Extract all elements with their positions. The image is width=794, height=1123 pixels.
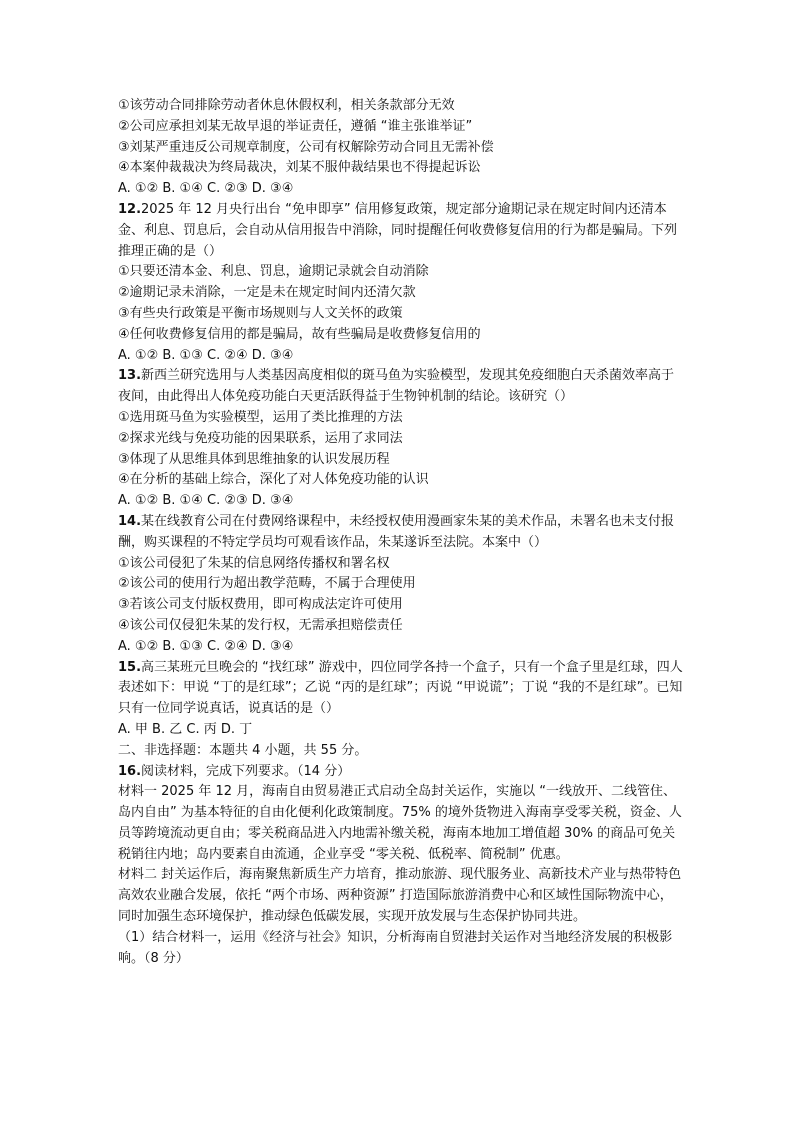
question-16 — [118, 762, 684, 970]
q12-option-1: ①只要还清本金、利息、罚息，逾期记录就会自动消除 — [118, 264, 429, 280]
q11-option-4: ④本案仲裁裁决为终局裁决，刘某不服仲裁结果也不得提起诉讼 — [118, 160, 481, 176]
q12-option-2: ②逾期记录未消除，一定是未在规定时间内还清欠款 — [118, 285, 416, 301]
q13-answer-choices: A. ①② B. ①④ C. ②③ D. ③④ — [118, 493, 294, 509]
question-12 — [118, 200, 684, 366]
q14-option-2: ②该公司的使用行为超出教学范畴，不属于合理使用 — [118, 576, 416, 592]
q13-option-4: ④在分析的基础上综合，深化了对人体免疫功能的认识 — [118, 472, 429, 488]
q12-answer-choices: A. ①② B. ①③ C. ②④ D. ③④ — [118, 347, 294, 363]
q14-option-1: ①该公司侵犯了朱某的信息网络传播权和署名权 — [118, 555, 390, 571]
q14-stem: 某在线教育公司在付费网络课程中，未经授权使用漫画家朱某的美术作品，未署名也未支付报酬，购买课程的不特定学员均可观看该作品，朱某遂诉至法院。本案中（） — [118, 513, 675, 550]
q16-material-1: 材料一 2025 年 12 月，海南自由贸易港正式启动全岛封关运作，实施以 “一线放开、二线管住、岛内自由” 为基本特征的自由化便利化政策制度。75% 的境外货物进入海南享受零关税，资金、人员等跨境流动更自由；零关税商品进入内地需补缴关税，海南本地加工增值超 30% 的商品可免关税销往内地；岛内要素自由流通，企业享受 “零关税、低税率、简税制” 优惠。 — [118, 784, 682, 862]
q15-stem: 高三某班元旦晚会的 “找红球” 游戏中，四位同学各持一个盒子，只有一个盒子里是红球，四人表述如下：甲说 “丁的是红球”；乙说 “丙的是红球”；丙说 “甲说谎”；丁说 “我的不是红球”。已知只有一位同学说真话，说真话的是（） — [118, 659, 683, 717]
q16-number: 16. — [118, 763, 142, 779]
q12-option-3: ③有些央行政策是平衡市场规则与人文关怀的政策 — [118, 305, 403, 321]
question-13 — [118, 366, 684, 512]
question-11 — [118, 96, 684, 200]
q13-number: 13. — [118, 368, 142, 384]
q14-option-3: ③若该公司支付版权费用，即可构成法定许可使用 — [118, 597, 403, 613]
q12-stem: 2025 年 12 月央行出台 “免申即享” 信用修复政策，规定部分逾期记录在规定时间内还清本金、利息、罚息后，会自动从信用报告中消除，同时提醒任何收费修复信用的行为都是骗局。下列推理正确的是（） — [118, 201, 678, 259]
q13-option-1: ①选用斑马鱼为实验模型，运用了类比推理的方法 — [118, 409, 403, 425]
q13-option-3: ③体现了从思维具体到思维抽象的认识发展历程 — [118, 451, 390, 467]
q13-stem: 新西兰研究选用与人类基因高度相似的斑马鱼为实验模型，发现其免疫细胞白天杀菌效率高于夜间，由此得出人体免疫功能白天更活跃得益于生物钟机制的结论。该研究（） — [118, 368, 675, 405]
q13-option-2: ②探求光线与免疫功能的因果联系，运用了求同法 — [118, 430, 403, 446]
q16-stem: 阅读材料，完成下列要求。（14 分） — [141, 763, 351, 779]
question-15 — [118, 658, 684, 741]
q11-option-3: ③刘某严重违反公司规章制度，公司有权解除劳动合同且无需补偿 — [118, 139, 494, 155]
q12-option-4: ④任何收费修复信用的都是骗局，故有些骗局是收费修复信用的 — [118, 326, 481, 342]
exam-page — [118, 96, 684, 969]
q14-answer-choices: A. ①② B. ①③ C. ②④ D. ③④ — [118, 638, 294, 654]
q15-answer-choices: A. 甲 B. 乙 C. 丙 D. 丁 — [118, 721, 253, 737]
q11-answer-choices: A. ①② B. ①④ C. ②③ D. ③④ — [118, 181, 294, 197]
question-14 — [118, 512, 684, 658]
q15-number: 15. — [118, 659, 142, 675]
q14-option-4: ④该公司仅侵犯朱某的发行权，无需承担赔偿责任 — [118, 617, 403, 633]
q16-material-2: 材料二 封关运作后，海南聚焦新质生产力培育，推动旅游、现代服务业、高新技术产业与热带特色高效农业融合发展，依托 “两个市场、两种资源” 打造国际旅游消费中心和区域性国际物流中心，同时加强生态环境保护，推动绿色低碳发展，实现开放发展与生态保护协同共进。 — [118, 867, 682, 925]
q16-subquestion-1: （1）结合材料一，运用《经济与社会》知识，分析海南自贸港封关运作对当地经济发展的积极影响。（8 分） — [118, 929, 673, 966]
q11-option-2: ②公司应承担刘某无故早退的举证责任，遵循 “谁主张谁举证” — [118, 118, 473, 134]
q14-number: 14. — [118, 513, 142, 529]
q12-number: 12. — [118, 201, 142, 217]
section-2-title: 二、非选择题：本题共 4 小题，共 55 分。 — [118, 742, 368, 758]
q11-option-1: ①该劳动合同排除劳动者休息休假权利，相关条款部分无效 — [118, 98, 455, 113]
